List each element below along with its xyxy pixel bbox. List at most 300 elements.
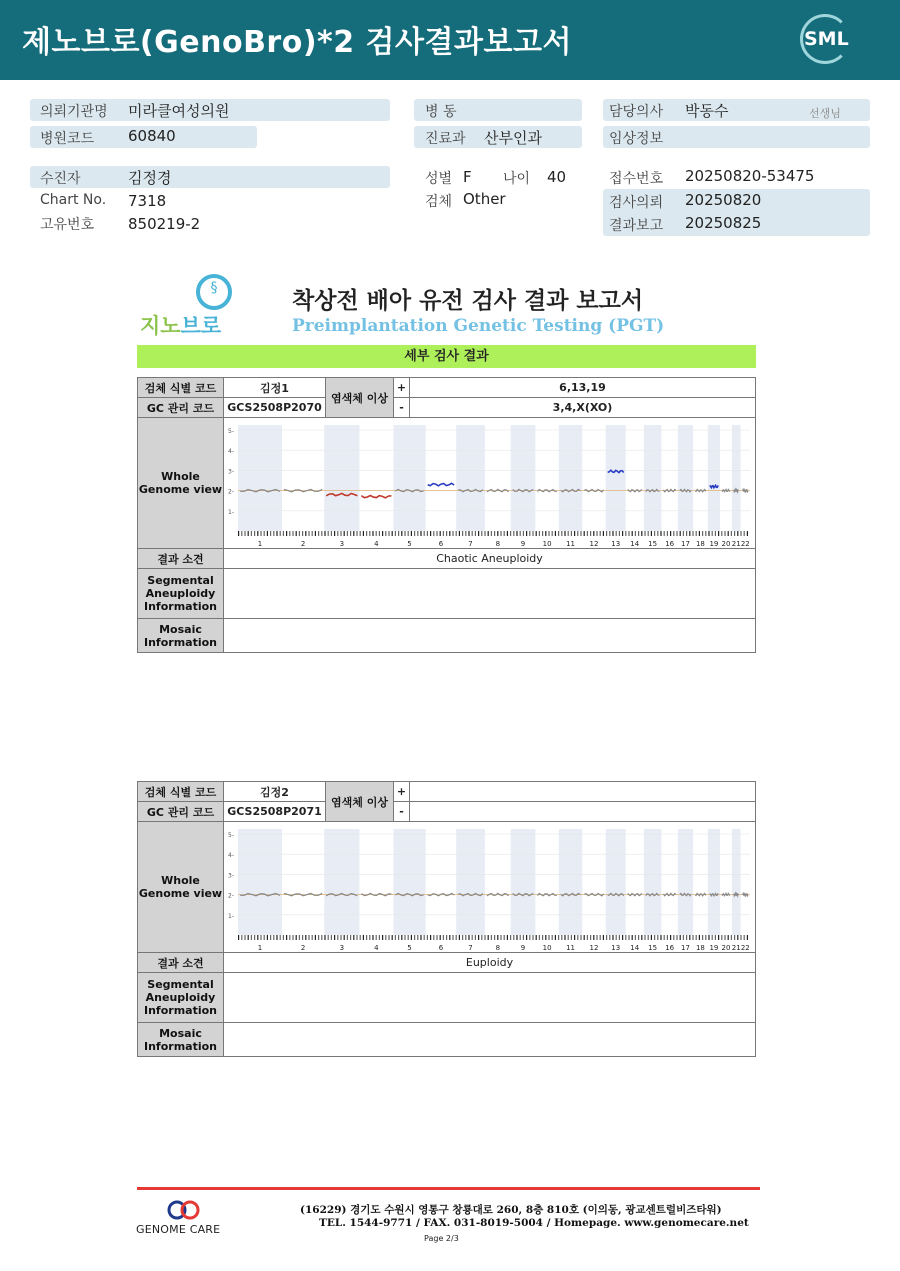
x-axis-tick — [276, 935, 277, 940]
x-axis-tick — [577, 531, 578, 536]
x-axis-tick — [324, 531, 325, 536]
x-axis-tick — [260, 531, 261, 536]
x-axis-tick — [468, 531, 469, 536]
x-axis-tick — [587, 935, 588, 940]
x-axis-tick — [459, 531, 460, 536]
x-axis-tick — [580, 531, 581, 536]
y-tick-label: 4- — [228, 447, 234, 455]
x-axis-tick — [603, 935, 604, 940]
x-axis-tick — [296, 935, 297, 940]
x-tick-label: 21 — [731, 943, 741, 952]
minus-label: - — [394, 802, 410, 822]
specimen-label: 검체 — [425, 194, 453, 210]
x-axis-tick — [484, 531, 485, 536]
x-tick-label: 10 — [542, 539, 552, 548]
chromosome-band — [324, 425, 359, 531]
x-axis-tick — [382, 531, 383, 536]
chromosome-segment-6 — [428, 483, 455, 486]
x-tick-label: 9 — [520, 539, 526, 548]
chromosome-segment-22 — [743, 489, 748, 491]
x-axis-tick — [577, 935, 578, 940]
x-axis-tick — [680, 935, 681, 940]
x-axis-tick — [500, 935, 501, 940]
mosaic-value — [224, 619, 756, 653]
x-axis-tick — [299, 531, 300, 536]
chromosome-band — [238, 829, 282, 935]
mosaic-value — [224, 1023, 756, 1057]
x-axis-tick — [376, 935, 377, 940]
x-axis-tick — [632, 935, 633, 940]
x-axis-tick — [404, 531, 405, 536]
x-axis-tick — [376, 531, 377, 536]
x-axis-tick — [526, 531, 527, 536]
chromosome-band — [678, 829, 693, 935]
chromosome-band — [511, 829, 536, 935]
x-tick-label: 1 — [257, 539, 263, 548]
x-axis-tick — [740, 531, 741, 536]
x-axis-tick — [286, 531, 287, 536]
x-axis-tick — [628, 935, 629, 940]
x-axis-tick — [315, 531, 316, 536]
chromosome-band — [732, 829, 741, 935]
x-axis-tick — [238, 531, 239, 536]
x-axis-tick — [689, 935, 690, 940]
x-tick-label: 22 — [740, 539, 750, 548]
y-tick-label: 3- — [228, 871, 234, 879]
x-tick-label: 4 — [374, 539, 379, 548]
x-axis-tick — [705, 935, 706, 940]
abnormal-label: 염색체 이상 — [326, 378, 394, 418]
x-axis-tick — [283, 935, 284, 940]
x-axis-tick — [251, 935, 252, 940]
chromosome-segment-22 — [743, 893, 748, 895]
x-axis-tick — [254, 935, 255, 940]
chromosome-segment-18 — [695, 489, 706, 491]
x-axis-tick — [731, 531, 732, 536]
x-axis-tick — [667, 935, 668, 940]
x-axis-tick — [388, 531, 389, 536]
x-axis-tick — [353, 531, 354, 536]
x-axis-tick — [331, 935, 332, 940]
clinical-label: 임상정보 — [609, 131, 664, 147]
x-axis-tick — [571, 935, 572, 940]
x-axis-tick — [443, 531, 444, 536]
x-axis-tick — [728, 935, 729, 940]
x-axis-tick — [657, 935, 658, 940]
x-axis-tick — [705, 531, 706, 536]
x-axis-tick — [292, 935, 293, 940]
x-tick-label: 4 — [374, 943, 379, 952]
x-axis-tick — [545, 531, 546, 536]
x-axis-tick — [747, 935, 748, 940]
x-axis-tick — [244, 531, 245, 536]
x-axis-tick — [270, 935, 271, 940]
x-tick-label: 19 — [709, 943, 719, 952]
x-axis-tick — [395, 531, 396, 536]
x-axis-tick — [468, 935, 469, 940]
chromosome-band — [324, 829, 359, 935]
chromosome-band — [393, 829, 425, 935]
x-axis-tick — [414, 531, 415, 536]
chromosome-band — [606, 425, 626, 531]
x-tick-label: 13 — [611, 943, 621, 952]
x-axis-tick — [267, 935, 268, 940]
x-axis-tick — [366, 531, 367, 536]
x-axis-tick — [616, 531, 617, 536]
x-axis-tick — [548, 935, 549, 940]
x-axis-tick — [686, 935, 687, 940]
x-tick-label: 11 — [566, 539, 575, 548]
x-axis-tick — [280, 531, 281, 536]
x-axis-tick — [731, 935, 732, 940]
x-axis-tick — [683, 531, 684, 536]
footer-contact: TEL. 1544-9771 / FAX. 031-8019-5004 / Homepage. www.genomecare.net — [319, 1217, 749, 1229]
x-axis-tick — [459, 935, 460, 940]
x-axis-tick — [356, 531, 357, 536]
x-axis-tick — [276, 531, 277, 536]
x-axis-tick — [286, 935, 287, 940]
x-axis-tick — [564, 531, 565, 536]
sex-label: 성별 — [425, 171, 453, 187]
x-tick-label: 15 — [648, 943, 658, 952]
x-axis-tick — [660, 531, 661, 536]
x-axis-tick — [385, 531, 386, 536]
x-axis-tick — [606, 935, 607, 940]
x-axis-tick — [379, 531, 380, 536]
x-axis-tick — [680, 531, 681, 536]
x-axis-tick — [555, 531, 556, 536]
x-axis-tick — [462, 531, 463, 536]
x-axis-tick — [676, 531, 677, 536]
x-axis-tick — [619, 935, 620, 940]
y-tick-label: 1- — [228, 508, 234, 516]
x-axis-tick — [651, 935, 652, 940]
x-axis-tick — [388, 935, 389, 940]
x-axis-tick — [536, 531, 537, 536]
x-axis-tick — [532, 531, 533, 536]
x-axis-tick — [676, 935, 677, 940]
x-axis-tick — [641, 531, 642, 536]
x-axis-tick — [456, 531, 457, 536]
x-axis-tick — [478, 935, 479, 940]
x-axis-tick — [363, 935, 364, 940]
x-axis-tick — [417, 531, 418, 536]
chromosome-band — [606, 829, 626, 935]
x-axis-tick — [484, 935, 485, 940]
genome-care-logo — [136, 1199, 231, 1239]
x-axis-tick — [251, 531, 252, 536]
x-tick-label: 12 — [589, 943, 599, 952]
chromosome-band — [708, 829, 720, 935]
x-axis-tick — [280, 935, 281, 940]
x-axis-tick — [507, 935, 508, 940]
x-axis-tick — [648, 531, 649, 536]
x-axis-tick — [308, 935, 309, 940]
x-axis-tick — [504, 531, 505, 536]
specimen-id-value: 김정1 — [224, 378, 326, 398]
doctor-value: 박동수 — [685, 102, 729, 120]
x-axis-tick — [600, 935, 601, 940]
x-axis-tick — [558, 531, 559, 536]
x-tick-label: 6 — [438, 539, 444, 548]
x-axis-tick — [347, 531, 348, 536]
chromosome-band — [678, 425, 693, 531]
x-axis-tick — [516, 935, 517, 940]
x-axis-tick — [446, 935, 447, 940]
x-axis-tick — [433, 531, 434, 536]
x-axis-tick — [516, 531, 517, 536]
x-axis-tick — [465, 935, 466, 940]
x-axis-tick — [689, 531, 690, 536]
x-axis-tick — [340, 935, 341, 940]
genome-care-logo-text: GENOME CARE — [136, 1223, 221, 1236]
x-axis-tick — [241, 935, 242, 940]
x-axis-tick — [331, 531, 332, 536]
plus-value: 6,13,19 — [410, 378, 756, 398]
x-axis-tick — [673, 935, 674, 940]
x-axis-tick — [360, 531, 361, 536]
x-tick-label: 17 — [681, 539, 690, 548]
x-axis-tick — [257, 531, 258, 536]
x-tick-label: 18 — [695, 943, 705, 952]
x-axis-tick — [472, 935, 473, 940]
x-axis-tick — [427, 935, 428, 940]
x-axis-tick — [273, 531, 274, 536]
x-axis-tick — [664, 935, 665, 940]
finding-value: Euploidy — [224, 953, 756, 973]
x-axis-tick — [696, 935, 697, 940]
x-axis-tick — [488, 531, 489, 536]
x-axis-tick — [670, 531, 671, 536]
x-axis-tick — [289, 935, 290, 940]
x-axis-tick — [238, 935, 239, 940]
x-axis-tick — [430, 935, 431, 940]
x-axis-tick — [392, 531, 393, 536]
x-axis-tick — [372, 531, 373, 536]
x-axis-tick — [737, 531, 738, 536]
x-axis-tick — [539, 935, 540, 940]
whole-genome-label: Whole Genome view — [138, 822, 224, 953]
x-axis-tick — [584, 935, 585, 940]
x-tick-label: 15 — [648, 539, 658, 548]
x-axis-tick — [612, 935, 613, 940]
dept-label: 진료과 — [425, 131, 466, 147]
x-axis-tick — [273, 935, 274, 940]
x-axis-tick — [632, 531, 633, 536]
x-axis-tick — [622, 531, 623, 536]
x-axis-tick — [625, 935, 626, 940]
x-tick-label: 21 — [731, 539, 741, 548]
x-axis-tick — [417, 935, 418, 940]
sample-table-1 — [137, 377, 756, 653]
x-axis-tick — [571, 531, 572, 536]
receipt-value: 20250820-53475 — [685, 167, 815, 185]
x-axis-tick — [366, 935, 367, 940]
chromosome-band — [456, 425, 485, 531]
x-axis-tick — [587, 531, 588, 536]
pgt-title: 착상전 배아 유전 검사 결과 보고서 — [292, 288, 644, 314]
x-axis-tick — [244, 935, 245, 940]
finding-label: 결과 소견 — [138, 953, 224, 973]
x-axis-tick — [644, 935, 645, 940]
x-axis-tick — [724, 531, 725, 536]
x-axis-tick — [590, 935, 591, 940]
genome-chart-cell — [224, 418, 756, 549]
x-axis-tick — [318, 935, 319, 940]
x-axis-tick — [494, 935, 495, 940]
x-axis-tick — [513, 531, 514, 536]
x-axis-tick — [699, 531, 700, 536]
y-tick-label: 4- — [228, 851, 234, 859]
x-axis-tick — [529, 935, 530, 940]
x-tick-label: 6 — [438, 943, 444, 952]
x-axis-tick — [356, 935, 357, 940]
x-tick-label: 5 — [407, 539, 412, 548]
x-axis-tick — [350, 531, 351, 536]
x-axis-tick — [424, 935, 425, 940]
x-axis-tick — [337, 935, 338, 940]
pgt-subtitle: Preimplantation Genetic Testing (PGT) — [292, 316, 665, 336]
x-axis-tick — [616, 935, 617, 940]
chromosome-segment-18 — [695, 893, 706, 895]
genobro-logo-text — [140, 310, 221, 340]
chromosome-segment-20 — [722, 489, 730, 491]
x-axis-tick — [424, 531, 425, 536]
y-tick-label: 5- — [228, 427, 234, 435]
x-axis-tick — [651, 531, 652, 536]
sml-logo — [800, 14, 854, 64]
x-axis-tick — [344, 935, 345, 940]
x-axis-tick — [395, 935, 396, 940]
x-axis-tick — [692, 531, 693, 536]
logo-text-part2: 브로 — [180, 314, 222, 338]
x-axis-tick — [520, 531, 521, 536]
dept-value: 산부인과 — [484, 129, 542, 147]
chromosome-segment-16 — [663, 893, 676, 895]
specimen-value: Other — [463, 190, 506, 208]
x-axis-tick — [404, 935, 405, 940]
sex-value: F — [463, 168, 472, 186]
chromosome-band — [393, 425, 425, 531]
x-axis-tick — [350, 935, 351, 940]
x-axis-tick — [411, 935, 412, 940]
x-axis-tick — [248, 531, 249, 536]
specimen-id-value: 김정2 — [224, 782, 326, 802]
x-axis-tick — [504, 935, 505, 940]
x-tick-label: 20 — [721, 539, 731, 548]
x-axis-tick — [545, 935, 546, 940]
x-axis-tick — [593, 935, 594, 940]
minus-value — [410, 802, 756, 822]
x-axis-tick — [606, 531, 607, 536]
footer-divider — [137, 1187, 760, 1190]
x-axis-tick — [712, 531, 713, 536]
x-axis-tick — [603, 531, 604, 536]
x-axis-tick — [558, 935, 559, 940]
x-axis-tick — [427, 531, 428, 536]
x-axis-tick — [318, 531, 319, 536]
x-axis-tick — [568, 531, 569, 536]
x-axis-tick — [513, 935, 514, 940]
x-axis-tick — [500, 531, 501, 536]
minus-value: 3,4,X(XO) — [410, 398, 756, 418]
x-axis-tick — [401, 531, 402, 536]
x-axis-tick — [712, 935, 713, 940]
x-axis-tick — [536, 935, 537, 940]
x-tick-label: 8 — [495, 539, 501, 548]
x-axis-tick — [446, 531, 447, 536]
x-axis-tick — [411, 531, 412, 536]
x-axis-tick — [702, 935, 703, 940]
x-axis-tick — [734, 531, 735, 536]
x-axis-tick — [696, 531, 697, 536]
page-number: Page 2/3 — [424, 1234, 459, 1243]
x-axis-tick — [334, 531, 335, 536]
request-label: 검사의뢰 — [609, 195, 664, 211]
x-axis-tick — [523, 935, 524, 940]
chromosome-band — [511, 425, 536, 531]
institution-value: 미라클여성의원 — [128, 102, 230, 120]
x-axis-tick — [398, 935, 399, 940]
x-axis-tick — [718, 531, 719, 536]
finding-value: Chaotic Aneuploidy — [224, 549, 756, 569]
x-tick-label: 8 — [495, 943, 501, 952]
x-axis-tick — [721, 935, 722, 940]
x-axis-tick — [302, 531, 303, 536]
x-axis-tick — [702, 531, 703, 536]
x-axis-tick — [344, 531, 345, 536]
x-axis-tick — [526, 935, 527, 940]
chromosome-band — [559, 425, 582, 531]
chart-label: Chart No. — [40, 192, 107, 208]
x-axis-tick — [443, 935, 444, 940]
x-tick-label: 14 — [630, 539, 640, 548]
x-axis-tick — [379, 935, 380, 940]
x-axis-tick — [449, 935, 450, 940]
chromosome-band — [456, 829, 485, 935]
genome-chart — [224, 419, 754, 548]
chromosome-segment-4 — [361, 495, 391, 497]
x-axis-tick — [721, 531, 722, 536]
gc-code-label: GC 관리 코드 — [138, 802, 224, 822]
x-axis-tick — [715, 935, 716, 940]
x-tick-label: 1 — [257, 943, 263, 952]
x-axis-tick — [737, 935, 738, 940]
x-axis-tick — [520, 935, 521, 940]
x-axis-tick — [612, 531, 613, 536]
x-axis-tick — [497, 531, 498, 536]
x-axis-tick — [257, 935, 258, 940]
x-tick-label: 18 — [695, 539, 705, 548]
x-axis-tick — [683, 935, 684, 940]
gc-code-label: GC 관리 코드 — [138, 398, 224, 418]
genome-chart-cell — [224, 822, 756, 953]
x-axis-tick — [324, 935, 325, 940]
x-axis-tick — [561, 531, 562, 536]
x-axis-tick — [430, 531, 431, 536]
x-axis-tick — [328, 935, 329, 940]
x-axis-tick — [321, 935, 322, 940]
x-tick-label: 7 — [468, 539, 473, 548]
x-axis-tick — [360, 935, 361, 940]
patient-value: 김정경 — [128, 169, 172, 187]
x-axis-tick — [347, 935, 348, 940]
uid-value: 850219-2 — [128, 215, 201, 233]
specimen-id-label: 검체 식별 코드 — [138, 782, 224, 802]
patient-label: 수진자 — [40, 171, 81, 187]
mosaic-label: Mosaic Information — [138, 1023, 224, 1057]
genobro-logo — [140, 274, 250, 336]
